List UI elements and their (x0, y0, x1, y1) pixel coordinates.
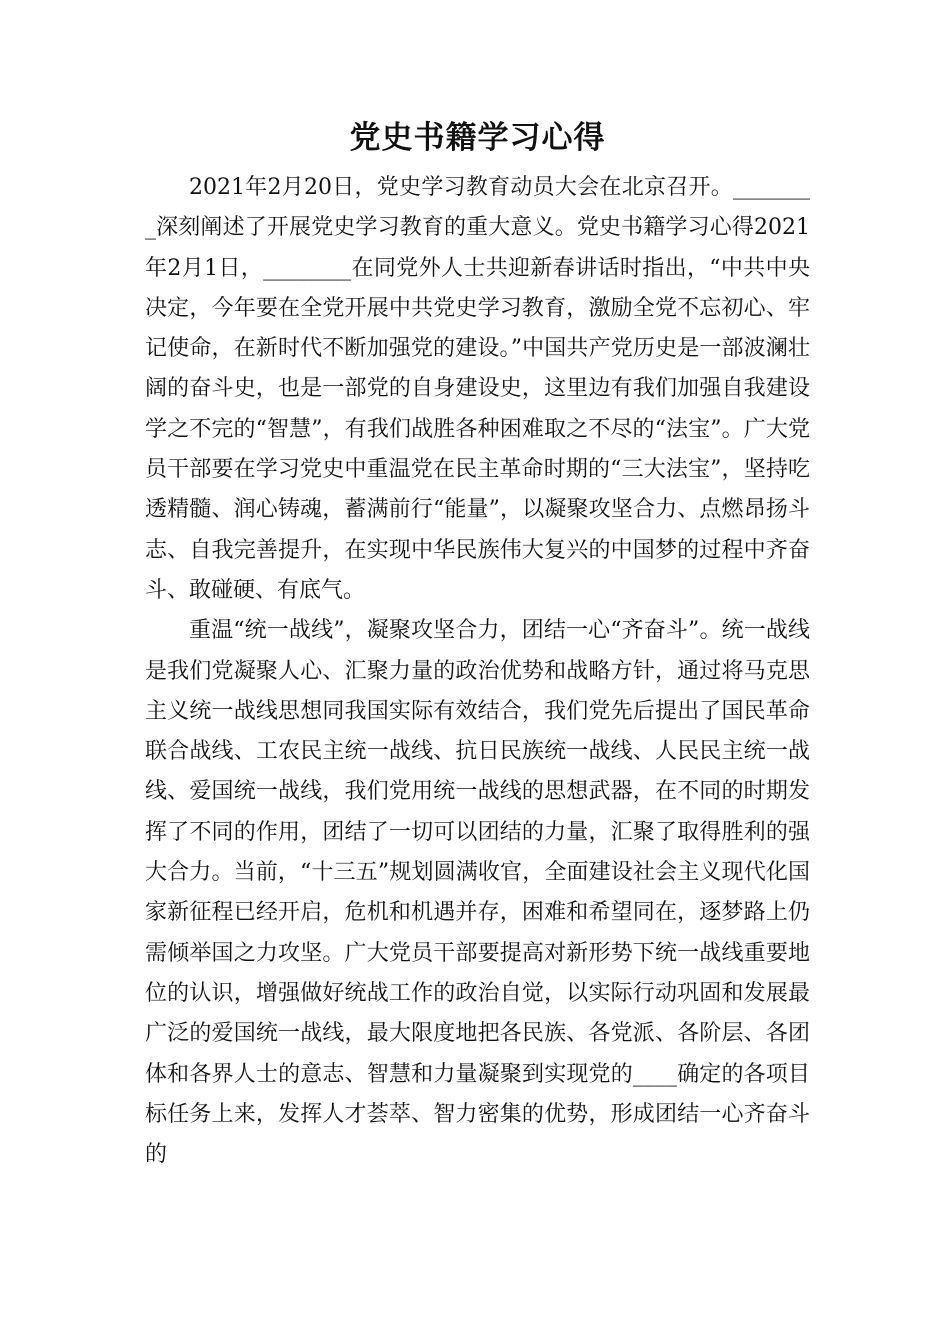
paragraph-1: 2021年2月20日，党史学习教育动员大会在北京召开。________深刻阐述了开展党史学习教育的重大意义。党史书籍学习心得2021年2月1日，________在同党外人士共迎新春讲话时指出，“中共中央决定，今年要在全党开展中共党史学习教育，激励全党不忘初心、牢记使命，在新时代不断加强党的建设。”中国共产党历史是一部波澜壮阔的奋斗史，也是一部党的自身建设史，这里边有我们加强自我建设学之不完的“智慧”，有我们战胜各种困难取之不尽的“法宝”。广大党员干部要在学习党史中重温党在民主革命时期的“三大法宝”，坚持吃透精髓、润心铸魂，蓄满前行“能量”，以凝聚攻坚合力、点燃昂扬斗志、自我完善提升，在实现中华民族伟大复兴的中国梦的过程中齐奋斗、敢碰硬、有底气。 (145, 175, 810, 603)
paragraph-2: 重温“统一战线”，凝聚攻坚合力，团结一心“齐奋斗”。统一战线是我们党凝聚人心、汇聚力量的政治优势和战略方针，通过将马克思主义统一战线思想同我国实际有效结合，我们党先后提出了国民革命联合战线、工农民主统一战线、抗日民族统一战线、人民民主统一战线、爱国统一战线，我们党用统一战线的思想武器，在不同的时期发挥了不同的作用，团结了一切可以团结的力量，汇聚了取得胜利的强大合力。当前，“十三五”规划圆满收官，全面建设社会主义现代化国家新征程已经开启，危机和机遇并存，困难和希望同在，逐梦路上仍需倾举国之力攻坚。广大党员干部要提高对新形势下统一战线重要地位的认识，增强做好统战工作的政治自觉，以实际行动巩固和发展最广泛的爱国统一战线，最大限度地把各民族、各党派、各阶层、各团体和各界人士的意志、智慧和力量凝聚到实现党的____确定的各项目标任务上来，发挥人才荟萃、智力密集的优势，形成团结一心齐奋斗的 (145, 618, 810, 1168)
document-title: 党史书籍学习心得 (349, 120, 606, 156)
document-page (145, 108, 810, 1175)
